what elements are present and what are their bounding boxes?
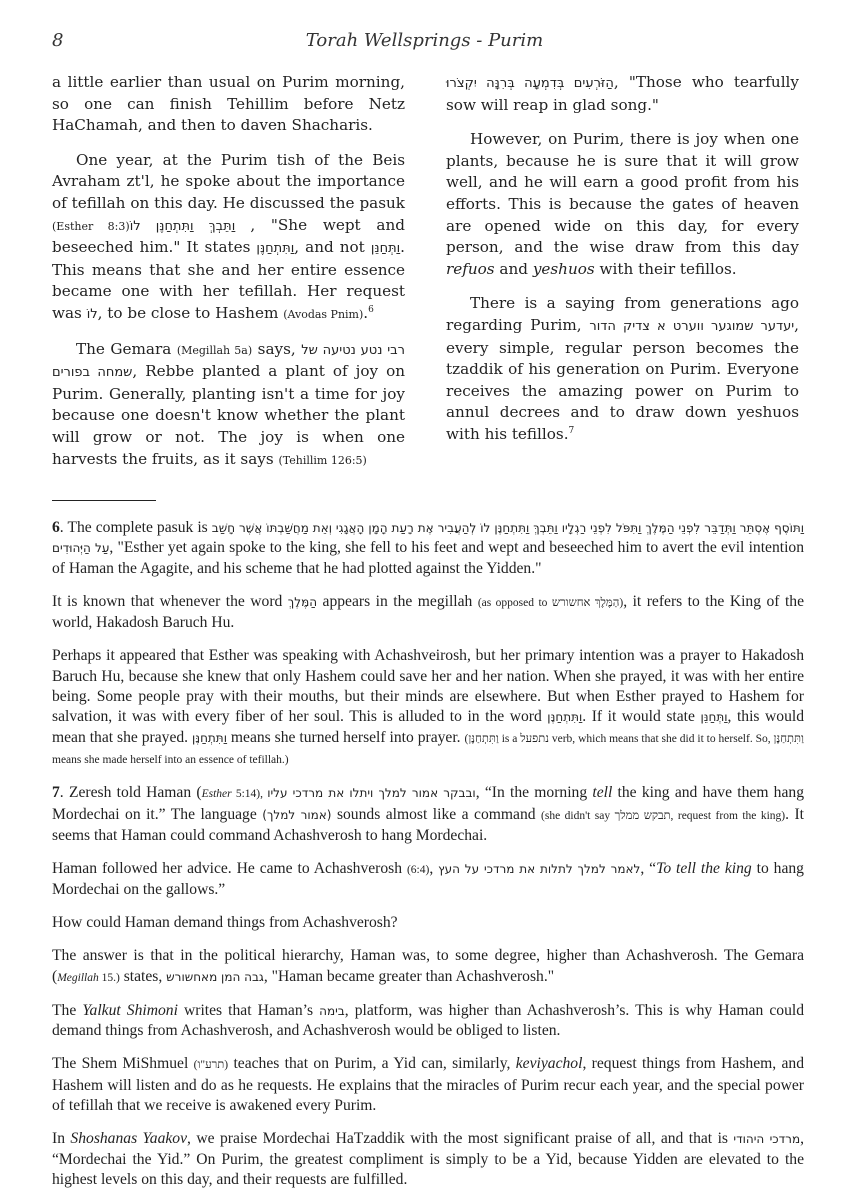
footnote-7: 7. Zeresh told Haman (Esther 5:14), ובבקר אמור למלך ויתלו את מרדכי עליו, “In the morning tell the king and have them hang Mordechai on it.” The language (אמור למלך) sounds almost like a command (she didn't say תבקש ממלך, request from the king). It seems that Haman could command Achashverosh to hang Mordechai.	[52, 784, 805, 845]
hebrew-word: וַתְּחַנֵּן	[370, 241, 401, 257]
footnote-paragraph: In Shoshanas Yaakov, we praise Mordechai HaTzaddik with the most significant praise of all, and that is מרדכי היהודי, “Mordechai the Yid.” On Purim, the greatest compliment is simply to be a Yid, because Yidden are elevated to the highest levels on this day, and their requests are fulfilled.	[52, 1130, 805, 1188]
hebrew-quote: הַזֹּרְעִים בְּדִמְעָה בְּרִנָּה יִקְצֹרוּ	[446, 76, 614, 91]
paragraph: הַזֹּרְעִים בְּדִמְעָה בְּרִנָּה יִקְצֹרוּ, "Those who tearfully sow will reap in glad song."	[446, 73, 799, 114]
footnote-paragraph: How could Haman demand things from Achashverosh?	[52, 914, 398, 932]
hebrew-word: וַתִּתְחַנֶּן	[256, 241, 295, 257]
page-number: 8	[52, 30, 64, 51]
footnote-marker[interactable]: 6	[368, 304, 374, 315]
footnote-marker[interactable]: 7	[568, 425, 575, 436]
page-header	[52, 30, 797, 56]
footnotes	[52, 518, 804, 1203]
hebrew-quote: וַתֵּבְךְּ וַתִּתְחַנֶּן לוֹ	[129, 218, 251, 234]
paragraph: a little earlier than usual on Purim morning, so one can finish Tehillim before Netz HaChamah, and then to daven Shacharis.	[52, 73, 405, 135]
right-column	[446, 72, 799, 459]
footnote-paragraph: It is known that whenever the word הַמֶּלֶךְ appears in the megillah (as opposed to הַמֶּלֶךְ אחשורש), it refers to the King of the world, Hakadosh Baruch Hu.	[52, 592, 804, 632]
footnote-paragraph: Haman followed her advice. He came to Achashverosh (6:4), לאמר למלך לתלות את מרדכי על העץ, “To tell the king to hang Mordechai on the gallows.”	[52, 860, 804, 899]
left-column	[52, 72, 405, 484]
footnote-divider	[52, 500, 156, 501]
footnote-6: 6. The complete pasuk is וַתּוֹסֶף אֶסְתֵּר וַתְּדַבֵּר לִפְנֵי הַמֶּלֶךְ וַתִּפֹּל לִפְנֵי רַגְלָיו וַתֵּבְךְּ וַתִּתְחַנֶּן לוֹ לְהַעֲבִיר אֶת רָעַת הָמָן הָאֲגָגִי וְאֵת מַחֲשַׁבְתּוֹ אֲשֶׁר חָשַׁב עַל הַיְּהוּדִים, "Esther yet again spoke to the king, she fell to his feet and wept and beseeched him to avert the evil intention of Haman the Agagite, and his scheme that he had plotted against the Yidden."	[52, 519, 805, 577]
paragraph: One year, at the Purim tish of the Beis Avraham zt'l, he spoke about the importance of tefillah on this day. He discussed the pasuk (Esther 8:3) וַתֵּבְךְּ וַתִּתְחַנֶּן לוֹ, "She wept and beseeched him." It states וַתִּתְחַנֶּן, and not וַתְּחַנֵּן. This means that she and her entire essence became one with her tefillah. Her request was לוֹ, to be close to Hashem (Avodas Pnim).$^6$	[52, 150, 405, 322]
paragraph: However, on Purim, there is joy when one plants, because he is sure that it will grow well, and he will earn a good profit from his efforts. This is because the gates of heaven are opened wide on this day, for every person, and the wise draw from this day refuos and yeshuos with their tefillos.	[446, 130, 799, 278]
footnote-paragraph: The answer is that in the political hierarchy, Haman was, to some degree, higher than Achashverosh. The Gemara (Megillah 15.) states, גבה המן מאחשורש, "Haman became greater than Achashverosh."	[52, 947, 804, 985]
paragraph: There is a saying from generations ago regarding Purim, יעדער שמוגער ווערט א צדיק הדור, every simple, regular person becomes the tzaddik of his generation on Purim. Everyone receives the amazing power on Purim to annul decrees and to draw down yeshuos with his tefillos.$^7$	[446, 294, 799, 443]
footnote-paragraph: Perhaps it appeared that Esther was speaking with Achashveirosh, but her primary intention was a prayer to Hakadosh Baruch Hu, because she knew that only Hashem could save her and her nation. When she prayed, it was with her entire being. Some people pray with their mouths, but their minds are elsewhere. But when Esther prayed to Hashem for salvation, it was with every fiber of her soul. This is alluded to in the word וַתִּתְחַנֶּן. If it would state וַתְּחַנֵּן, this would mean that she prayed. וַתִּתְחַנֶּן means she turned herself into prayer. (וַתִּתְחַנֶּן is a נתפעל verb, which means that she did it to herself. So, וַתִּתְחַנֶּן means she made herself into an essence of tefillah.)	[52, 647, 804, 767]
footnote-paragraph: The Yalkut Shimoni writes that Haman’s בימה, platform, was higher than Achashverosh’s. This is why Haman could demand things from Achashverosh, and Achashverosh would be obliged to listen.	[52, 1001, 804, 1040]
hebrew-quote: יעדער שמוגער ווערט א צדיק הדור	[589, 318, 795, 334]
paragraph: The Gemara (Megillah 5a) says, רבי נטע נטיעה של שמחה בפורים, Rebbe planted a plant of joy on Purim. Generally, planting isn't a time for joy because one doesn't know whether the plant will grow or not. The joy is when one harvests the fruits, as it says (Tehillim 126:5)	[52, 339, 406, 468]
hebrew-word: לוֹ	[86, 306, 98, 322]
running-title: Torah Wellsprings - Purim	[305, 30, 544, 51]
hebrew-quote: רבי נטע נטיעה של שמחה בפורים	[52, 342, 406, 381]
footnote-paragraph: The Shem MiShmuel (תרע"ו) teaches that on Purim, a Yid can, similarly, keviyachol, request things from Hashem, and Hashem will listen and do as he requests. He explains that the miracles of Purim recur each year, and the special power of tefillah that we receive is awakened every Purim.	[52, 1055, 804, 1115]
